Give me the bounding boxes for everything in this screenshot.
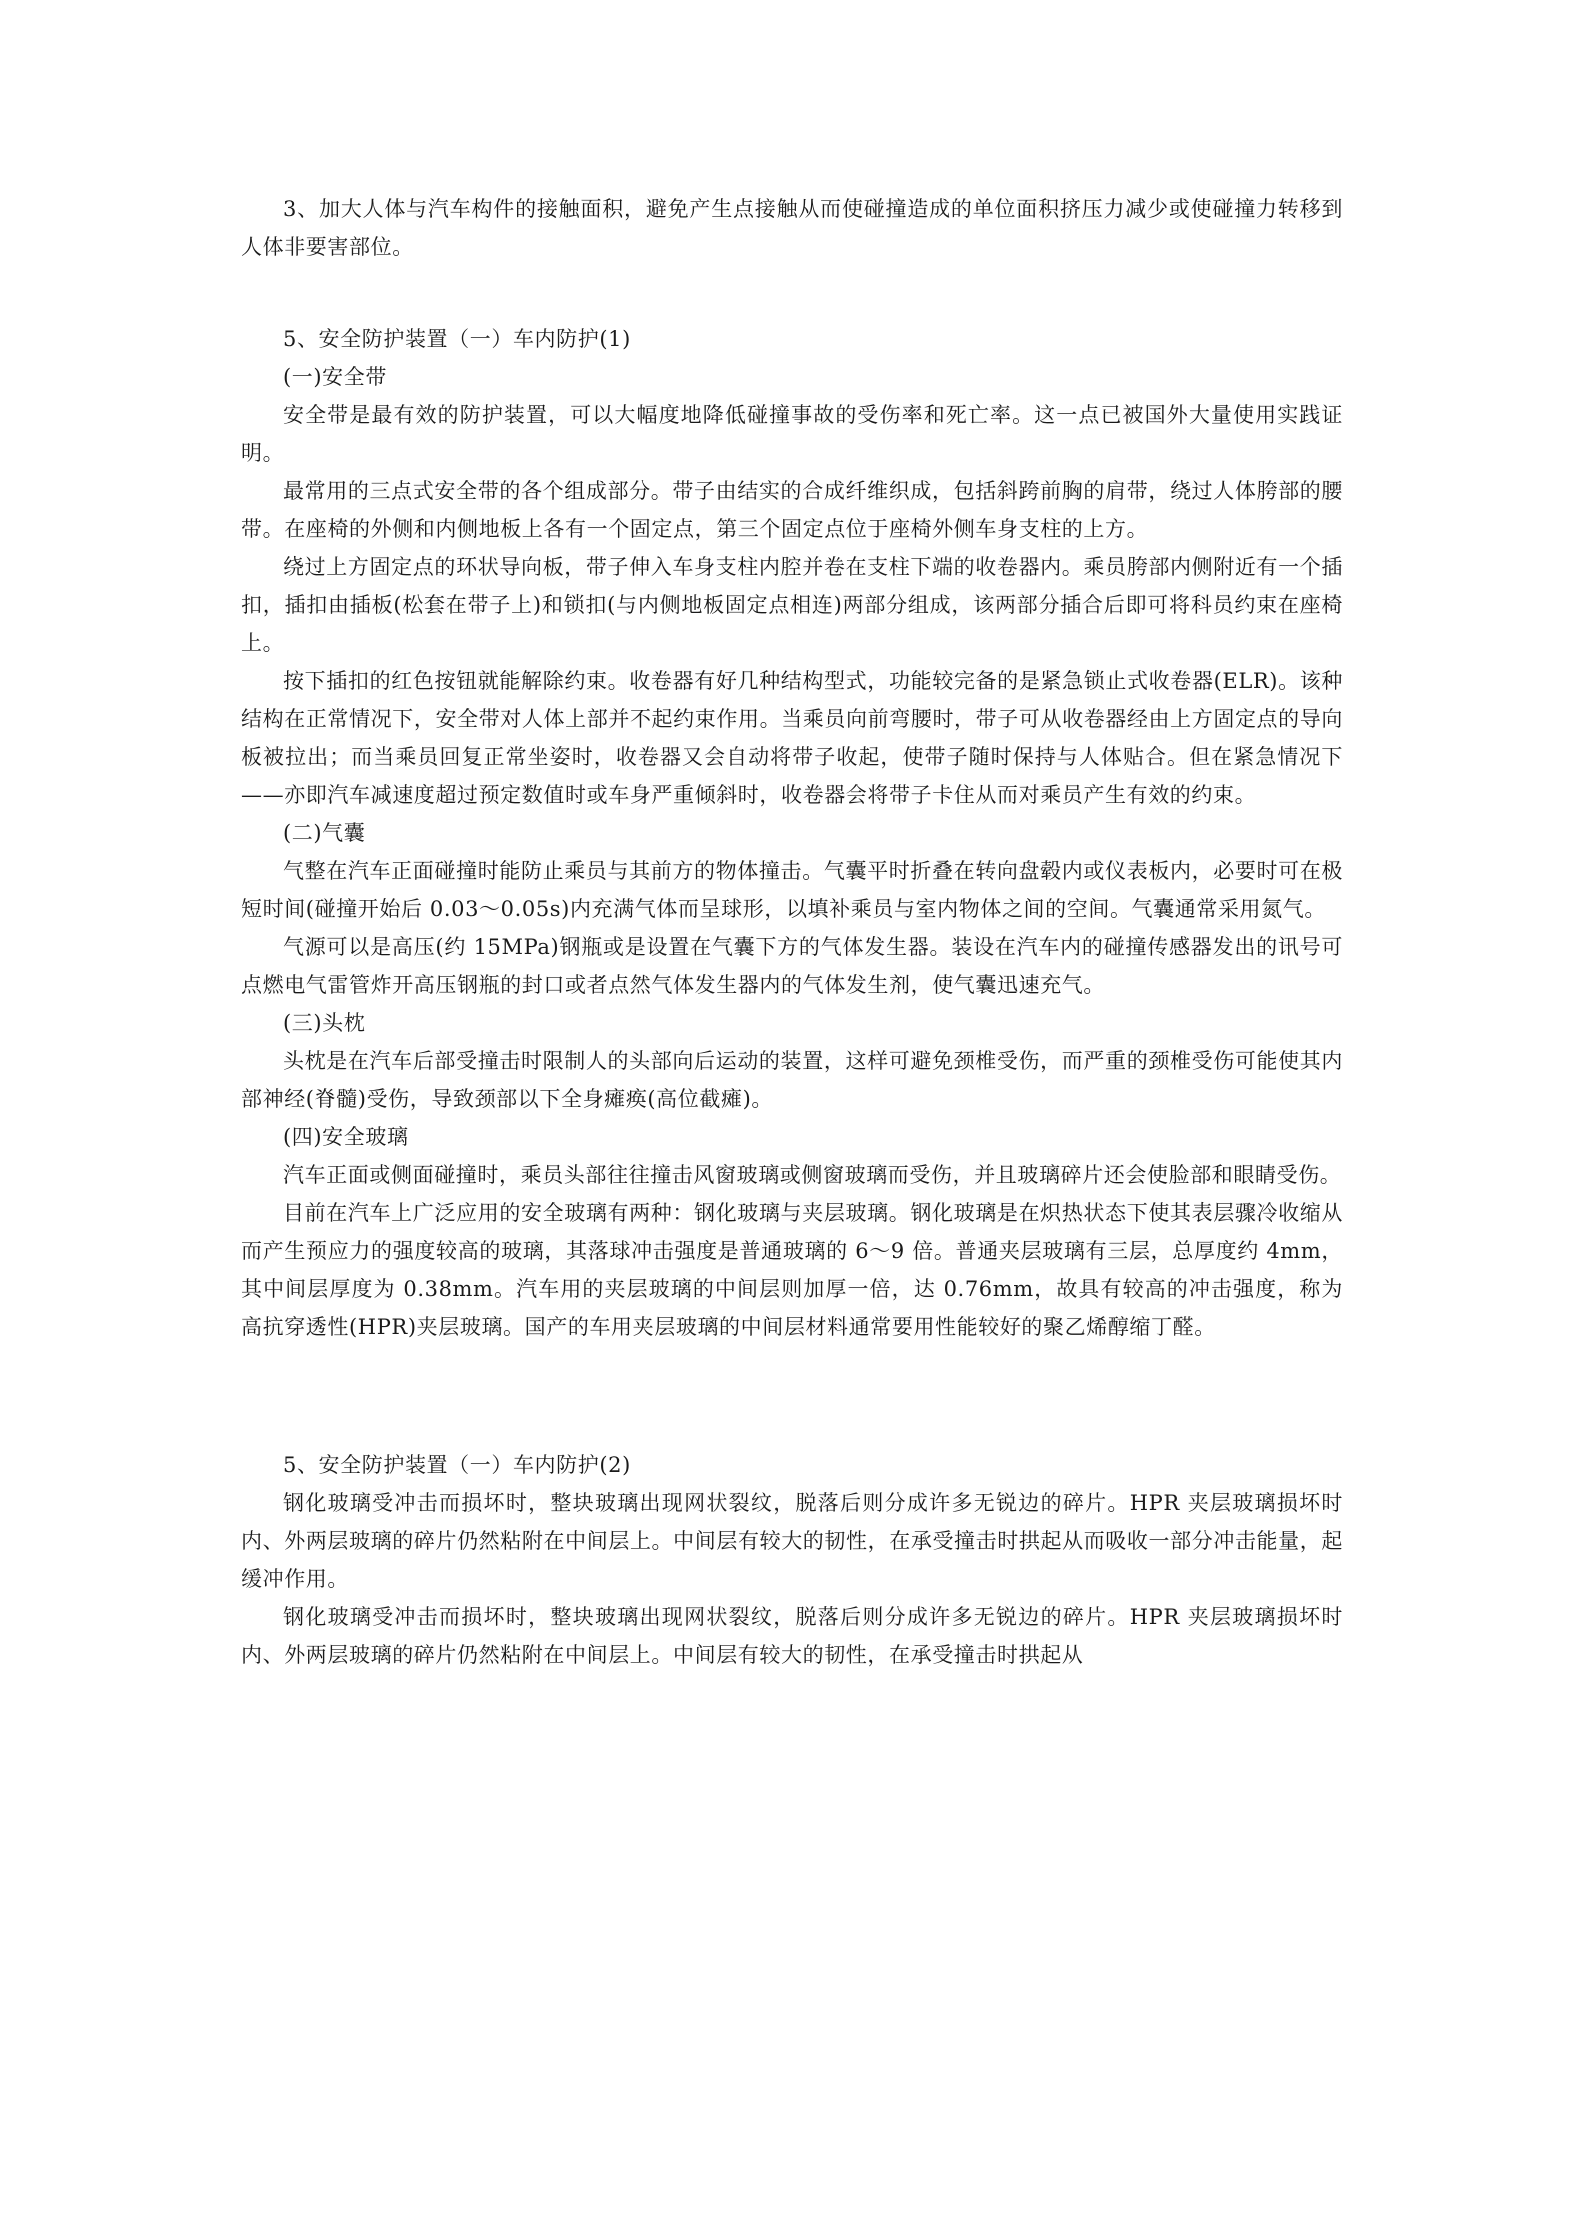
heading-safety-glass: (四)安全玻璃 [283, 1125, 409, 1149]
seatbelt-paragraph-4: 按下插扣的红色按钮就能解除约束。收卷器有好几种结构型式，功能较完备的是紧急锁止式收卷器(ELR)。该种结构在正常情况下，安全带对人体上部并不起约束作用。当乘员向前弯腰时，带子可从收卷器经由上方固定点的导向板被拉出；而当乘员回复正常坐姿时，收卷器又会自动将带子收起，使带子随时保持与人体贴合。但在紧急情况下——亦即汽车减速度超过预定数值时或车身严重倾斜时，收卷器会将带子卡住从而对乘员产生有效的约束。 [241, 669, 1343, 807]
section2-paragraph-1: 钢化玻璃受冲击而损坏时，整块玻璃出现网状裂纹，脱落后则分成许多无锐边的碎片。HPR 夹层玻璃损坏时内、外两层玻璃的碎片仍然粘附在中间层上。中间层有较大的韧性，在承受撞击时拱起从而吸收一部分冲击能量，起缓冲作用。 [241, 1491, 1343, 1591]
section-title-1: 5、安全防护装置（一）车内防护(1) [283, 327, 631, 351]
document-page [241, 190, 1343, 2190]
safety-glass-paragraph-2: 目前在汽车上广泛应用的安全玻璃有两种：钢化玻璃与夹层玻璃。钢化玻璃是在炽热状态下使其表层骤冷收缩从而产生预应力的强度较高的玻璃，其落球冲击强度是普通玻璃的 6～9 倍。普通夹层玻璃有三层，总厚度约 4mm，其中间层厚度为 0.38mm。汽车用的夹层玻璃的中间层则加厚一倍，达 0.76mm，故具有较高的冲击强度，称为高抗穿透性(HPR)夹层玻璃。国产的车用夹层玻璃的中间层材料通常要用性能较好的聚乙烯醇缩丁醛。 [241, 1201, 1343, 1339]
safety-glass-paragraph-1: 汽车正面或侧面碰撞时，乘员头部往往撞击风窗玻璃或侧窗玻璃而受伤，并且玻璃碎片还会使脸部和眼睛受伤。 [283, 1163, 1342, 1187]
airbag-paragraph-2: 气源可以是高压(约 15MPa)钢瓶或是设置在气囊下方的气体发生器。装设在汽车内的碰撞传感器发出的讯号可点燃电气雷管炸开高压钢瓶的封口或者点然气体发生器内的气体发生剂，使气囊迅速充气。 [241, 935, 1343, 997]
intro-paragraph: 3、加大人体与汽车构件的接触面积，避免产生点接触从而使碰撞造成的单位面积挤压力减少或使碰撞力转移到人体非要害部位。 [241, 197, 1343, 259]
headrest-paragraph-1: 头枕是在汽车后部受撞击时限制人的头部向后运动的装置，这样可避免颈椎受伤，而严重的颈椎受伤可能使其内部神经(脊髓)受伤，导致颈部以下全身瘫痪(高位截瘫)。 [241, 1049, 1343, 1111]
airbag-paragraph-1: 气整在汽车正面碰撞时能防止乘员与其前方的物体撞击。气囊平时折叠在转向盘毂内或仪表板内，必要时可在极短时间(碰撞开始后 0.03～0.05s)内充满气体而呈球形，以填补乘员与室内物体之间的空间。气囊通常采用氮气。 [241, 859, 1343, 921]
heading-headrest: (三)头枕 [283, 1011, 366, 1035]
heading-seatbelt: (一)安全带 [283, 365, 387, 389]
section2-paragraph-2: 钢化玻璃受冲击而损坏时，整块玻璃出现网状裂纹，脱落后则分成许多无锐边的碎片。HPR 夹层玻璃损坏时内、外两层玻璃的碎片仍然粘附在中间层上。中间层有较大的韧性，在承受撞击时拱起从 [241, 1605, 1343, 1667]
section-title-2: 5、安全防护装置（一）车内防护(2) [283, 1453, 631, 1477]
heading-airbag: (二)气囊 [283, 821, 366, 845]
seatbelt-paragraph-3: 绕过上方固定点的环状导向板，带子伸入车身支柱内腔并卷在支柱下端的收卷器内。乘员胯部内侧附近有一个插扣，插扣由插板(松套在带子上)和锁扣(与内侧地板固定点相连)两部分组成，该两部分插合后即可将科员约束在座椅上。 [241, 555, 1343, 655]
seatbelt-paragraph-2: 最常用的三点式安全带的各个组成部分。带子由结实的合成纤维织成，包括斜跨前胸的肩带，绕过人体胯部的腰带。在座椅的外侧和内侧地板上各有一个固定点，第三个固定点位于座椅外侧车身支柱的上方。 [241, 479, 1343, 541]
seatbelt-paragraph-1: 安全带是最有效的防护装置，可以大幅度地降低碰撞事故的受伤率和死亡率。这一点已被国外大量使用实践证明。 [241, 403, 1343, 465]
